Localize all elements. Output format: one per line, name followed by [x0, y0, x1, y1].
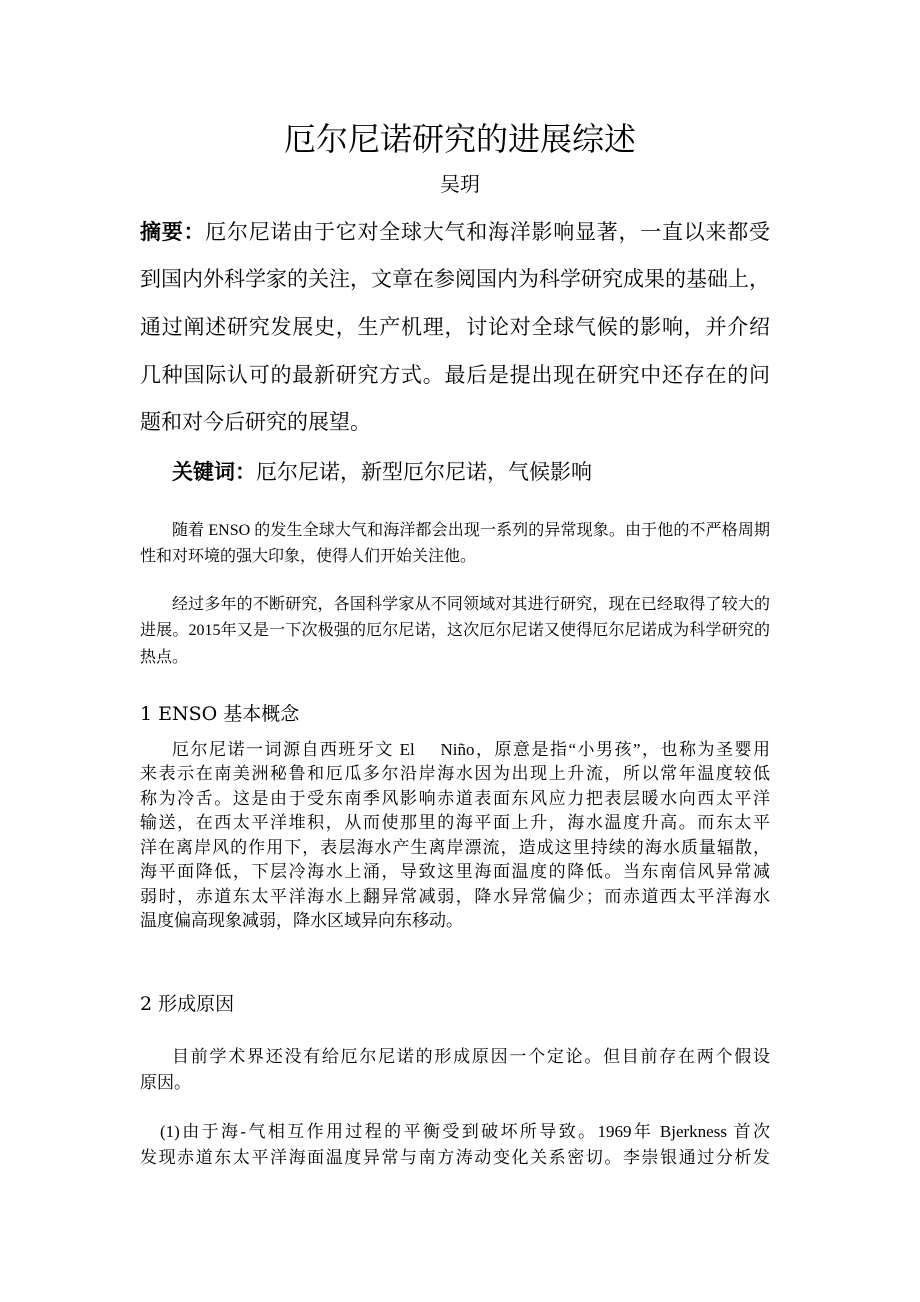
intro-line: 热点。 — [140, 649, 189, 666]
section1-line: 洋在离岸风的作用下，表层海水产生离岸漂流，造成这里持续的海水质量辐散， — [140, 838, 770, 857]
section1-line: 温度偏高现象减弱，降水区域异向东移动。 — [140, 911, 463, 930]
section2-line: (1)由于海-气相互作用过程的平衡受到破坏所导致。1969年 Bjerkness 首次 — [160, 1122, 770, 1141]
abstract-line: 题和对今后研究的展望。 — [140, 410, 371, 434]
document-title: 厄尔尼诺研究的进展综述 — [283, 120, 636, 158]
abstract-line: 到国内外科学家的关注，文章在参阅国内为科学研究成果的基础上， — [140, 267, 770, 291]
section-heading-2: 2 形成原因 — [140, 993, 235, 1015]
section2-line: 发现赤道东太平洋海面温度异常与南方涛动变化关系密切。李崇银通过分析发 — [140, 1148, 770, 1167]
intro-line: 进展。2015年又是一下次极强的厄尔尼诺，这次厄尔尼诺又使得厄尔尼诺成为科学研究的 — [140, 622, 770, 639]
section1-line: 海平面降低，下层冷海水上涌，导致这里海面温度的降低。当东南信风异常减 — [140, 862, 770, 881]
intro-line: 随着 ENSO 的发生全球大气和海洋都会出现一系列的异常现象。由于他的不严格周期 — [172, 522, 770, 539]
author: 吴玥 — [440, 172, 480, 196]
keywords-label: 关键词： — [172, 459, 256, 484]
section2-line: 目前学术界还没有给厄尔尼诺的形成原因一个定论。但目前存在两个假设 — [172, 1047, 770, 1066]
section-heading-1: 1 ENSO 基本概念 — [140, 703, 300, 725]
abstract-line: 几种国际认可的最新研究方式。最后是提出现在研究中还存在的问 — [140, 363, 770, 387]
abstract-line: 通过阐述研究发展史，生产机理，讨论对全球气候的影响，并介绍 — [140, 315, 770, 339]
intro-line: 经过多年的不断研究，各国科学家从不同领域对其进行研究，现在已经取得了较大的 — [172, 596, 770, 613]
section1-line: 输送，在西太平洋堆积，从而使那里的海平面上升，海水温度升高。而东太平 — [140, 813, 770, 832]
abstract-label: 摘要： — [140, 219, 206, 244]
section1-line: 弱时，赤道东太平洋海水上翻异常减弱，降水异常偏少；而赤道西太平洋海水 — [140, 887, 770, 906]
section2-line: 原因。 — [140, 1073, 191, 1092]
keywords: 关键词：厄尔尼诺，新型厄尔尼诺，气候影响 — [172, 459, 592, 484]
section1-line: 称为冷舌。这是由于受东南季风影响赤道表面东风应力把表层暖水向西太平洋 — [140, 789, 770, 808]
section1-line: 来表示在南美洲秘鲁和厄瓜多尔沿岸海水因为出现上升流，所以常年温度较低 — [140, 764, 770, 783]
abstract-line: 摘要：厄尔尼诺由于它对全球大气和海洋影响显著，一直以来都受 — [140, 219, 770, 244]
section1-line: 厄尔尼诺一词源自西班牙文 El Niño，原意是指“小男孩”，也称为圣婴用 — [172, 740, 770, 759]
intro-line: 性和对环境的强大印象，使得人们开始关注他。 — [140, 548, 477, 565]
